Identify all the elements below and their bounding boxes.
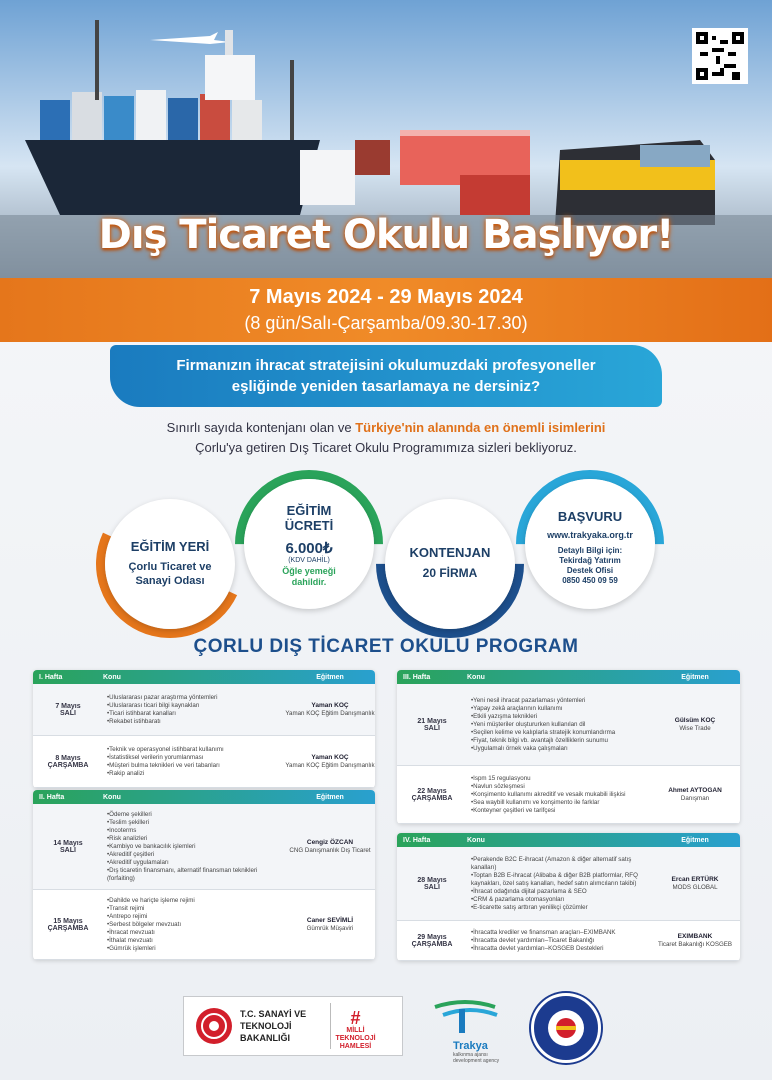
session-trainer: Ahmet AYTOGAN Danışman (668, 786, 722, 802)
footer-logos (0, 985, 772, 1080)
session-trainer: EXIMBANK Ticaret Bakanlığı KOSGEB (657, 932, 733, 948)
qr-code[interactable] (692, 28, 748, 84)
week-label: IV. Hafta (403, 836, 431, 844)
session-topics: •Dahilde ve hariçte işleme rejimi •Transit rejimi •Antrepo rejimi •Serbest bölgeler mevzuatı •İhracat mevzuatı •İthalat mevzuatı •Gümrük işlemleri (107, 896, 195, 952)
fee-title2: ÜCRETİ (284, 518, 334, 533)
week-label: II. Hafta (39, 793, 65, 801)
intro-text (90, 418, 682, 458)
intro-pre: Sınırlı sayıda kontenjanı olan ve (166, 420, 356, 435)
session-date: 15 Mayıs ÇARŞAMBA (47, 917, 89, 932)
intro-highlight: Türkiye'nin alanında en önemli isimlerini (355, 420, 606, 435)
session-topics: •Ödeme şekilleri •Teslim şekilleri •Incoterms •Risk analizleri •Kambiyo ve bankacılık işlemleri •Akreditif çeşitleri •Akreditif uygulamaları •Dış ticaretin finansmanı, alternatif finansman teknikleri (forfaiting) (107, 810, 258, 882)
table-header (397, 833, 740, 847)
page-title: Dış Ticaret Okulu Başlıyor! (98, 212, 674, 258)
week-label: III. Hafta (403, 673, 431, 681)
fee-lunch1: Öğle yemeği (282, 566, 336, 576)
week-1-table (33, 670, 375, 788)
session-date: 21 Mayıs SALI (417, 717, 447, 732)
session-topics: •İhracatta krediler ve finansman araçları–EXIMBANK •İhracatta devlet yardımları–Ticaret Bakanlığı •İhracatta devlet yardımları–KOSGEB Destekleri (471, 928, 616, 952)
quota-circle (385, 499, 515, 629)
session-trainer: Caner SEVİMLİ Gümrük Müşaviri (306, 916, 354, 932)
session-topics: •Perakende B2C E-ihracat (Amazon & diğer alternatif satış kanalları) •Toptan B2B E-ihracat (Alibaba & diğer B2B platformlar, RFQ kaynakları, özel satış kanalları, hedef satın alımcıların takibi) •İhracat odağında dijital pazarlama & SEO •CRM & pazarlama otomasyonları •E-ticarette satış arttıran yenilikçi çözümler (471, 855, 638, 911)
col-topic: Konu (467, 673, 485, 681)
session-date: 28 Mayıs SALI (417, 876, 447, 891)
qr-code-icon (696, 32, 744, 80)
table-header (33, 670, 375, 684)
ministry-name: T.C. SANAYİ VE TEKNOLOJİ BAKANLIĞI (240, 1009, 307, 1043)
fee-lunch2: dahildir. (291, 577, 327, 587)
fee-circle (244, 479, 374, 609)
apply-info: Detaylı Bilgi için: (557, 546, 623, 555)
table-row (33, 736, 375, 788)
quota-value: 20 FİRMA (422, 566, 478, 580)
trakya-sub: kalkınma ajansı development agency (453, 1052, 500, 1064)
trakya-agency-logo (425, 995, 517, 1064)
fee-note: (KDV DAHİL) (288, 557, 330, 564)
week-3-table (397, 670, 740, 824)
tagline-line2: eşliğinde yeniden tasarlamaya ne dersiniz? (231, 378, 541, 395)
session-topics: •Teknik ve operasyonel istihbarat kullanımı •İstatistiksel verilerin yorumlanması •Müşteri bulma teknikleri ve veri tabanları •Rakip analizi (107, 745, 224, 777)
session-trainer: Yaman KOÇ Yaman KOÇ Eğitim Danışmanlık (285, 701, 375, 717)
venue-title: EĞİTİM YERİ (130, 539, 210, 554)
ministry-seal-icon (196, 1008, 232, 1044)
chamber-emblem-icon (534, 996, 598, 1060)
table-row (33, 804, 375, 890)
table-row (397, 684, 740, 766)
session-trainer: Yaman KOÇ Yaman KOÇ Eğitim Danışmanlık (285, 753, 375, 769)
week-label: I. Hafta (39, 673, 63, 681)
session-trainer: Cengiz ÖZCAN CNG Danışmanlık Dış Ticaret (289, 838, 371, 854)
venue-circle (105, 499, 235, 629)
apply-title: BAŞVURU (557, 509, 623, 524)
table-header (33, 790, 375, 804)
milli-teknoloji-logo (330, 1003, 380, 1049)
col-topic: Konu (103, 793, 121, 801)
col-topic: Konu (467, 836, 485, 844)
table-row (397, 766, 740, 824)
date-banner (0, 278, 772, 342)
col-trainer: Eğitmen (681, 673, 709, 681)
fee-amount: 6.000₺ (285, 540, 333, 557)
apply-circle (525, 479, 655, 609)
ministry-logo (183, 996, 403, 1056)
tagline-line1: Firmanızın ihracat stratejisini okulumuzdaki profesyoneller (176, 357, 596, 374)
trakya-name: Trakya (453, 1040, 488, 1052)
venue-line2: Sanayi Odası (135, 575, 205, 587)
session-date: 7 Mayıs SALI (55, 702, 81, 717)
table-header (397, 670, 740, 684)
apply-url[interactable]: www.trakyaka.org.tr (547, 530, 633, 540)
session-topics: •Ispm 15 regulasyonu •Navlun sözleşmesi •Konşimento kullanımı akreditif ve vesaik mukabili ilişkisi •Sea waybill kullanımı ve konşimento ile farklar •Konteyner çeşitleri ve tarifçesi (471, 774, 626, 814)
table-row (33, 890, 375, 960)
program-title: ÇORLU DIŞ TİCARET OKULU PROGRAM (193, 636, 579, 657)
session-date: 8 Mayıs ÇARŞAMBA (47, 754, 89, 769)
apply-phone[interactable]: 0850 450 09 59 (562, 576, 618, 585)
table-row (397, 921, 740, 961)
apply-org2: Destek Ofisi (566, 566, 614, 575)
session-date: 29 Mayıs ÇARŞAMBA (411, 933, 453, 948)
date-range: 7 Mayıs 2024 - 29 Mayıs 2024 (249, 286, 523, 308)
session-trainer: Gülsüm KOÇ Wise Trade (674, 716, 716, 732)
table-row (33, 684, 375, 736)
quota-title: KONTENJAN (409, 545, 491, 560)
venue-line1: Çorlu Ticaret ve (128, 561, 212, 573)
fee-title1: EĞİTİM (286, 503, 332, 518)
week-2-table (33, 790, 375, 960)
info-circles (110, 470, 670, 630)
col-trainer: Eğitmen (316, 793, 344, 801)
session-topics: •Uluslararası pazar araştırma yöntemleri •Uluslararası ticari bilgi kaynakları •Ticari istihbarat kanalları •Rekabet istihbaratı (107, 693, 218, 725)
tagline-box (110, 345, 662, 407)
hero-image (0, 0, 772, 278)
col-topic: Konu (103, 673, 121, 681)
intro-post: Çorlu'ya getiren Dış Ticaret Okulu Programımıza sizleri bekliyoruz. (195, 440, 577, 455)
schedule-text: (8 gün/Salı-Çarşamba/09.30-17.30) (244, 313, 528, 333)
col-trainer: Eğitmen (681, 836, 709, 844)
chamber-logo (531, 993, 601, 1063)
session-date: 22 Mayıs ÇARŞAMBA (411, 787, 453, 802)
apply-org1: Tekirdağ Yatırım (559, 556, 621, 565)
week-4-table (397, 833, 740, 961)
hash-icon: # (350, 1008, 361, 1028)
trakya-swoosh-icon (425, 995, 517, 1035)
col-trainer: Eğitmen (316, 673, 344, 681)
session-date: 14 Mayıs SALI (53, 839, 83, 854)
session-topics: •Yeni nesil ihracat pazarlaması yöntemleri •Yapay zekâ araçlarının kullanımı •Etkili yazışma teknikleri •Yeni müşteriler oluştururken kullanılan dil •Seçilen kelime ve kalıplarla stratejik konumlandırma •Fiyat, teknik bilgi vb. avantajlı özelliklerin sunumu •Uygulamalı örnek vaka çalışmaları (471, 696, 616, 752)
session-trainer: Ercan ERTÜRK MODS GLOBAL (671, 875, 719, 891)
mt-text: MİLLİ TEKNOLOJİ HAMLESİ (335, 1027, 376, 1050)
table-row (397, 847, 740, 921)
